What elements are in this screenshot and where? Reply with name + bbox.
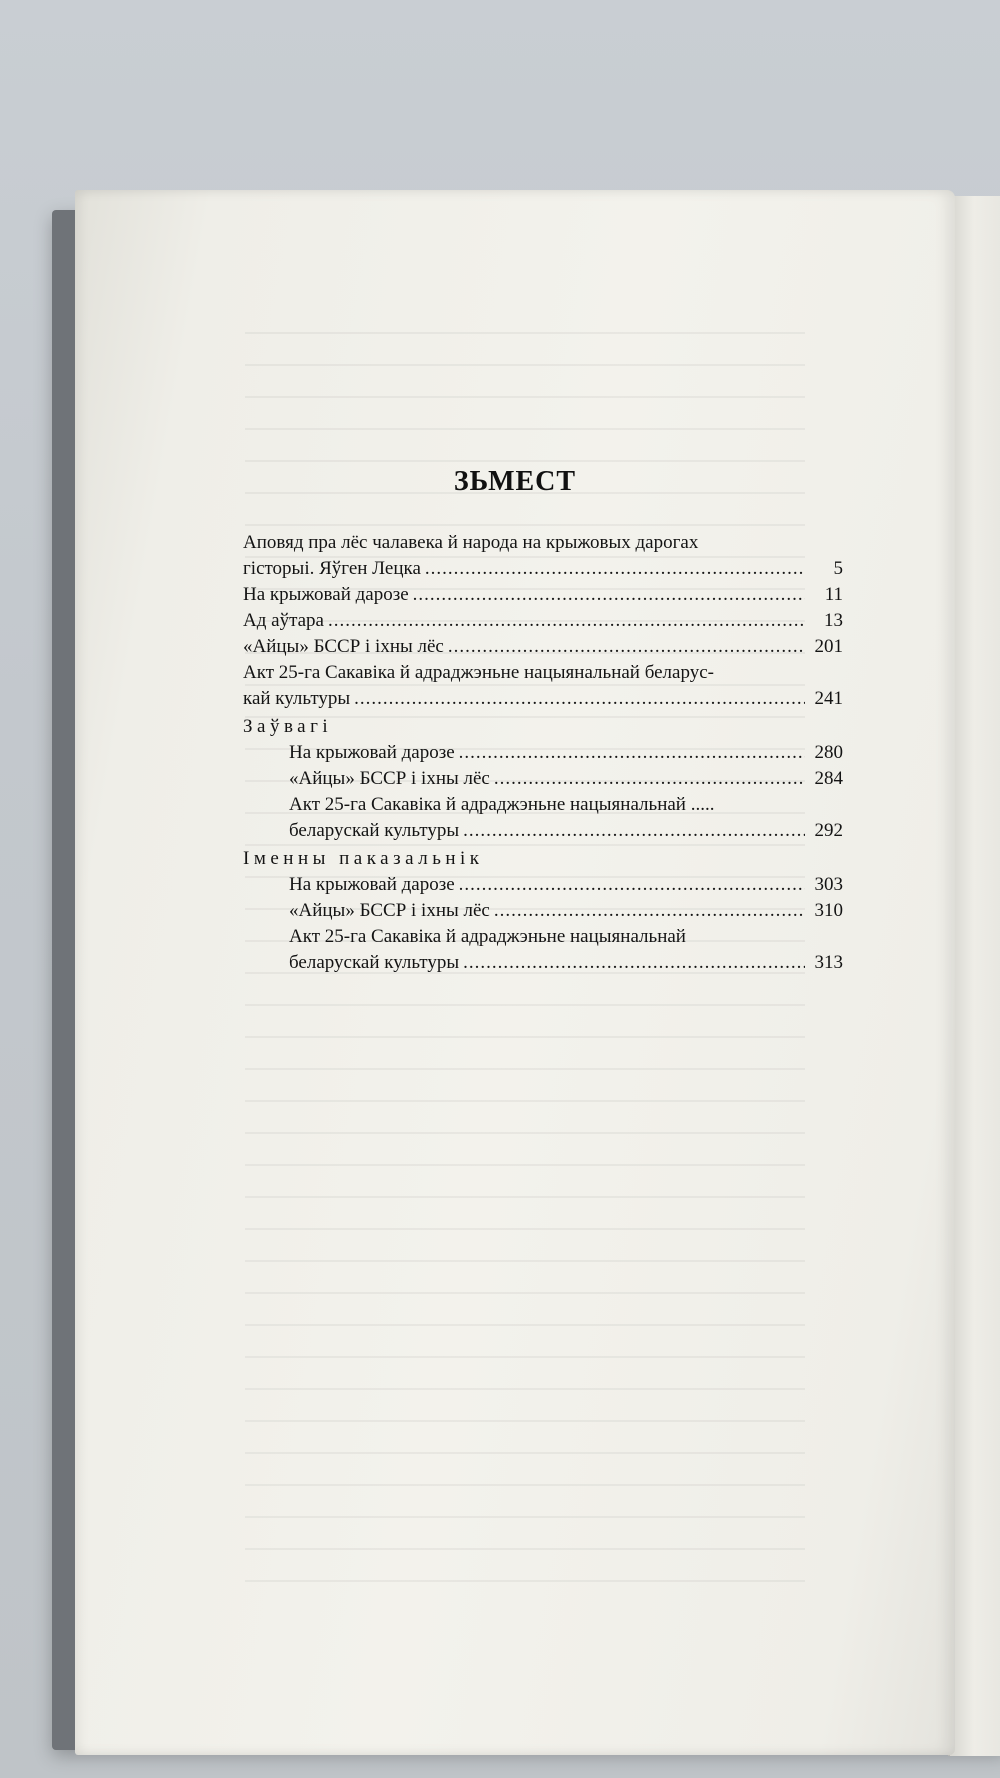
toc-entry bbox=[243, 686, 843, 712]
toc-page-number: 13 bbox=[824, 610, 843, 631]
toc-page-number: 280 bbox=[814, 742, 843, 763]
toc-entry bbox=[243, 872, 843, 898]
toc-entry-label: «Айцы» БССР і іхны лёс bbox=[289, 900, 490, 921]
leader-dots bbox=[494, 766, 805, 792]
toc-entry-label: беларускай культуры bbox=[289, 952, 460, 973]
toc-entry bbox=[243, 898, 843, 924]
leader-dots bbox=[459, 740, 805, 766]
right-page-edge bbox=[948, 196, 1000, 1756]
toc-entry-label: гісторыі. Яўген Лецка bbox=[243, 558, 421, 579]
toc-entry-label: «Айцы» БССР і іхны лёс bbox=[289, 768, 490, 789]
toc-page-number: 310 bbox=[814, 900, 843, 921]
toc-entry-label: На крыжовай дарозе bbox=[289, 742, 455, 763]
toc-entry bbox=[243, 766, 843, 792]
leader-dots bbox=[413, 582, 805, 608]
toc-entry-label: Ад аўтара bbox=[243, 610, 324, 631]
toc-entry bbox=[243, 950, 843, 976]
toc-page-number: 201 bbox=[814, 636, 843, 657]
toc-entry-line: Акт 25-га Сакавіка й адраджэньне нацыянальнай bbox=[289, 926, 686, 947]
toc-entry-label: На крыжовай дарозе bbox=[243, 584, 409, 605]
toc-entry bbox=[243, 634, 843, 660]
toc-entry-line: Акт 25-га Сакавіка й адраджэньне нацыянальнай беларус- bbox=[243, 662, 714, 683]
toc-page-number: 303 bbox=[814, 874, 843, 895]
toc-entry bbox=[243, 818, 843, 844]
leader-dots bbox=[448, 634, 805, 660]
contents-page bbox=[75, 190, 955, 1755]
leader-dots bbox=[354, 686, 805, 712]
toc-entry-label: беларускай культуры bbox=[289, 820, 460, 841]
toc-page-number: 313 bbox=[814, 952, 843, 973]
leader-dots bbox=[425, 556, 805, 582]
leader-dots bbox=[463, 818, 805, 844]
toc-entry-label: «Айцы» БССР і іхны лёс bbox=[243, 636, 444, 657]
leader-dots bbox=[459, 872, 805, 898]
notes-heading: Заўвагі bbox=[243, 716, 333, 737]
toc-entry-label: кай культуры bbox=[243, 688, 351, 709]
toc-entry-label: На крыжовай дарозе bbox=[289, 874, 455, 895]
toc-page-number: 292 bbox=[814, 820, 843, 841]
toc-entry bbox=[243, 556, 843, 582]
toc-entry-line: Акт 25-га Сакавіка й адраджэньне нацыянальнай ..... bbox=[289, 794, 715, 815]
toc-page-number: 284 bbox=[814, 768, 843, 789]
toc-page-number: 11 bbox=[824, 584, 843, 605]
page-title: ЗЬМЕСТ bbox=[453, 466, 577, 497]
leader-dots bbox=[463, 950, 805, 976]
toc-entry-line: Аповяд пра лёс чалавека й народа на крыжовых дарогах bbox=[243, 532, 699, 553]
toc-entry bbox=[243, 582, 843, 608]
toc-entry bbox=[243, 608, 843, 634]
index-heading: Іменны паказальнік bbox=[243, 848, 484, 869]
leader-dots bbox=[328, 608, 805, 634]
leader-dots bbox=[494, 898, 805, 924]
toc-page-number: 241 bbox=[814, 688, 843, 709]
table-of-contents bbox=[243, 530, 843, 976]
toc-page-number: 5 bbox=[833, 558, 843, 579]
toc-entry bbox=[243, 740, 843, 766]
